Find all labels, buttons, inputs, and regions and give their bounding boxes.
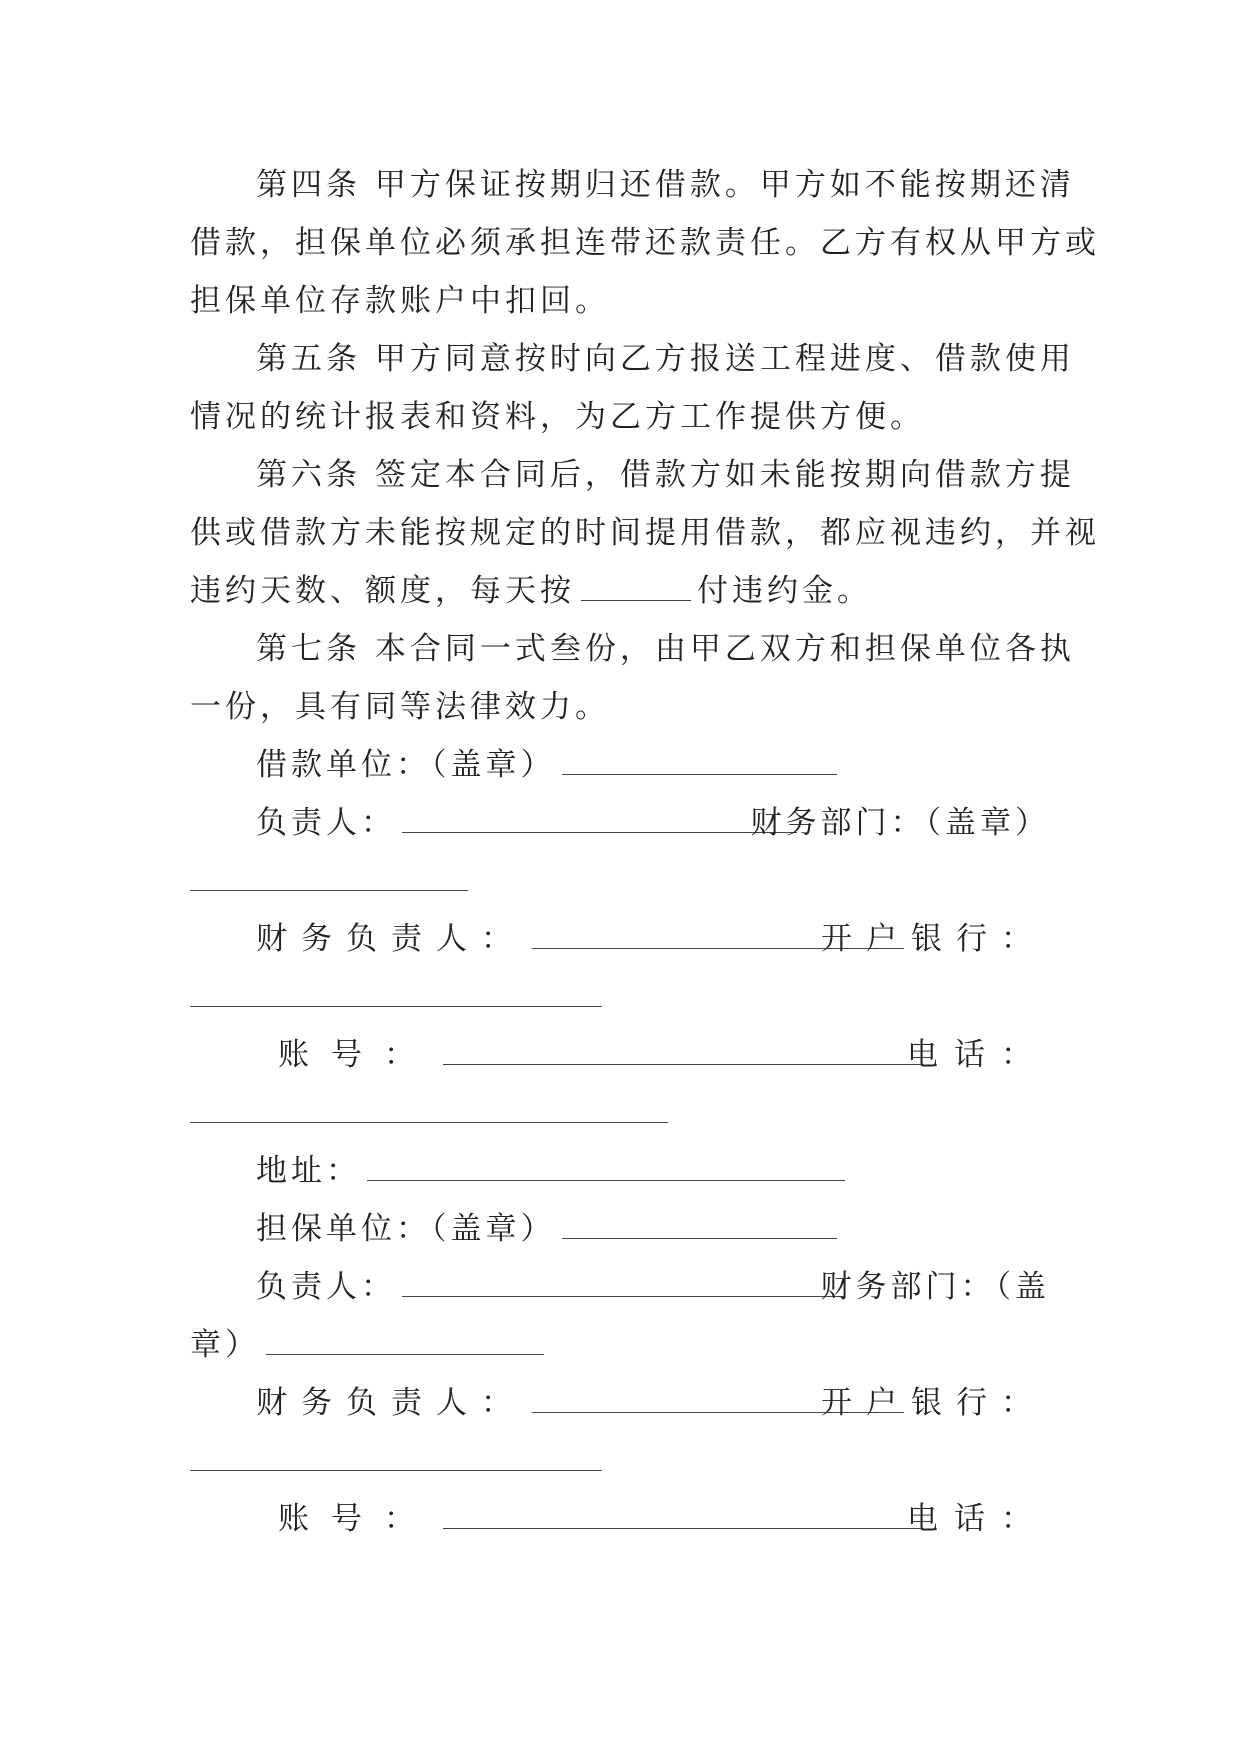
article4-line3: 担保单位存款账户中扣回。 — [190, 283, 610, 319]
borrower-head-row — [256, 794, 1050, 852]
guarantor-unit-blank[interactable] — [562, 1204, 837, 1239]
borrower-phone-blank[interactable] — [190, 1088, 668, 1123]
borrower-bank-label: 开户银行： — [821, 921, 1046, 957]
borrower-phone-label: 电话： — [907, 1037, 1048, 1073]
guarantor-unit-label: 担保单位：（盖章） — [256, 1211, 556, 1247]
borrower-head-blank[interactable] — [402, 798, 797, 833]
article5-line2: 情况的统计报表和资料，为乙方工作提供方便。 — [190, 399, 925, 435]
borrower-finance-dept-row — [190, 852, 1050, 910]
borrower-unit-blank[interactable] — [562, 740, 837, 775]
borrower-account-row — [278, 1026, 1048, 1084]
article4-line1: 第四条 甲方保证按期归还借款。甲方如不能按期还清 — [256, 167, 1075, 203]
borrower-finance-dept-label: 财务部门：（盖章） — [750, 805, 1050, 841]
borrower-address-blank[interactable] — [367, 1146, 845, 1181]
guarantor-head-blank[interactable] — [402, 1262, 845, 1297]
borrower-unit-label: 借款单位：（盖章） — [256, 747, 556, 783]
article7-line1: 第七条 本合同一式叁份，由甲乙双方和担保单位各执 — [256, 631, 1075, 667]
article4-line2: 借款，担保单位必须承担连带还款责任。乙方有权从甲方或 — [190, 225, 1100, 261]
guarantor-bank-row — [190, 1432, 1050, 1490]
guarantor-bank-blank[interactable] — [190, 1436, 602, 1471]
guarantor-finance-dept-label-cont: 章） — [190, 1327, 260, 1363]
article6-line3-text-b: 付违约金。 — [697, 573, 872, 609]
article6-line1: 第六条 签定本合同后，借款方如未能按期向借款方提 — [256, 457, 1075, 493]
borrower-address-label: 地址： — [256, 1153, 361, 1189]
guarantor-head-label: 负责人： — [256, 1269, 396, 1305]
borrower-head-label: 负责人： — [256, 805, 396, 841]
penalty-rate-blank[interactable] — [581, 566, 691, 601]
guarantor-unit-row — [256, 1200, 1116, 1258]
article6-line2: 供或借款方未能按规定的时间提用借款，都应视违约，并视 — [190, 515, 1100, 551]
guarantor-finance-head-label: 财务负责人： — [256, 1385, 526, 1421]
borrower-account-blank[interactable] — [443, 1030, 921, 1065]
guarantor-finance-head-row — [256, 1374, 1046, 1432]
article6-line3 — [190, 562, 1050, 620]
borrower-phone-row — [190, 1084, 1050, 1142]
borrower-finance-head-row — [256, 910, 1046, 968]
guarantor-finance-dept-label: 财务部门：（盖 — [820, 1269, 1050, 1305]
guarantor-bank-label: 开户银行： — [821, 1385, 1046, 1421]
borrower-bank-row — [190, 968, 1050, 1026]
article7-line2: 一份，具有同等法律效力。 — [190, 689, 610, 725]
article5-line1: 第五条 甲方同意按时向乙方报送工程进度、借款使用 — [256, 341, 1075, 377]
borrower-account-label: 账号： — [278, 1037, 437, 1073]
borrower-finance-dept-blank[interactable] — [190, 856, 468, 891]
guarantor-account-label: 账号： — [278, 1501, 437, 1537]
borrower-unit-row — [256, 736, 1116, 794]
article6-line3-text-a: 违约天数、额度，每天按 — [190, 573, 575, 609]
guarantor-account-blank[interactable] — [443, 1494, 921, 1529]
borrower-bank-blank[interactable] — [190, 972, 602, 1007]
guarantor-finance-dept-blank[interactable] — [266, 1320, 544, 1355]
borrower-address-row — [256, 1142, 1116, 1200]
guarantor-account-row — [278, 1490, 1048, 1548]
guarantor-finance-dept-row — [190, 1316, 1050, 1374]
borrower-finance-head-label: 财务负责人： — [256, 921, 526, 957]
guarantor-phone-label: 电话： — [907, 1501, 1048, 1537]
guarantor-head-row — [256, 1258, 1050, 1316]
